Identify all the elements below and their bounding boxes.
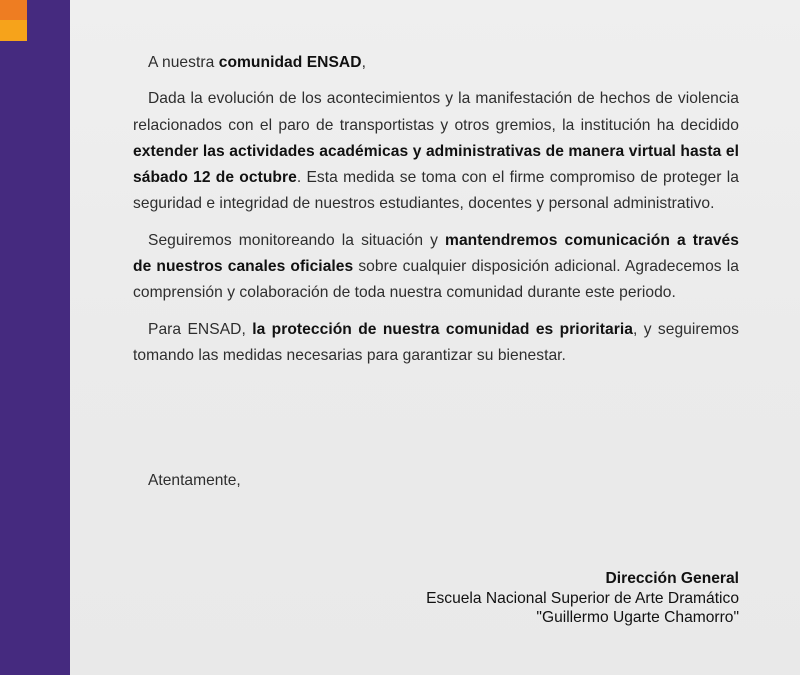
paragraph1-text2: . Esta medida se toma con el firme compromiso de proteger la seguridad e integridad de nuestros estudiantes, docentes y personal administrativo. — [133, 169, 739, 213]
greeting-suffix: , — [361, 54, 366, 71]
paragraph-announcement — [133, 86, 739, 217]
signature-institution: Escuela Nacional Superior de Arte Dramático — [426, 589, 739, 607]
paragraph2-text2: sobre cualquier disposición adicional. Agradecemos la comprensión y colaboración de toda nuestra comunidad durante este periodo. — [133, 258, 739, 302]
paragraph2-highlight: mantendremos comunicación a través de nuestros canales oficiales — [133, 231, 739, 276]
letter-greeting — [133, 50, 739, 76]
greeting-community: comunidad ENSAD — [218, 54, 362, 71]
letter-closing: Atentamente, — [148, 472, 241, 489]
letter-body — [133, 50, 739, 369]
brand-sidebar — [0, 0, 70, 675]
greeting-prefix: A nuestra — [148, 54, 219, 71]
accent-orange-block — [0, 0, 27, 20]
paragraph1-text1: Dada la evolución de los acontecimientos y la manifestación de hechos de violencia relacionados con el paro de transportistas y otros gremios, la institución ha decidido — [133, 90, 739, 134]
paragraph1-highlight: extender las actividades académicas y administrativas de manera virtual hasta el sábado 12 de octubre — [133, 142, 739, 187]
paragraph2-text1: Seguiremos monitoreando la situación y — [148, 231, 446, 249]
paragraph3-text1: Para ENSAD, — [148, 320, 253, 338]
signature-name: "Guillermo Ugarte Chamorro" — [536, 609, 739, 626]
signature-role: Dirección General — [605, 570, 739, 587]
paragraph-monitoring — [133, 228, 739, 307]
paragraph3-highlight: la protección de nuestra comunidad es prioritaria — [252, 320, 633, 338]
paragraph3-text2: , y seguiremos tomando las medidas necesarias para garantizar su bienestar. — [133, 320, 739, 364]
paragraph-priority — [133, 317, 739, 370]
signature-block — [426, 569, 739, 628]
